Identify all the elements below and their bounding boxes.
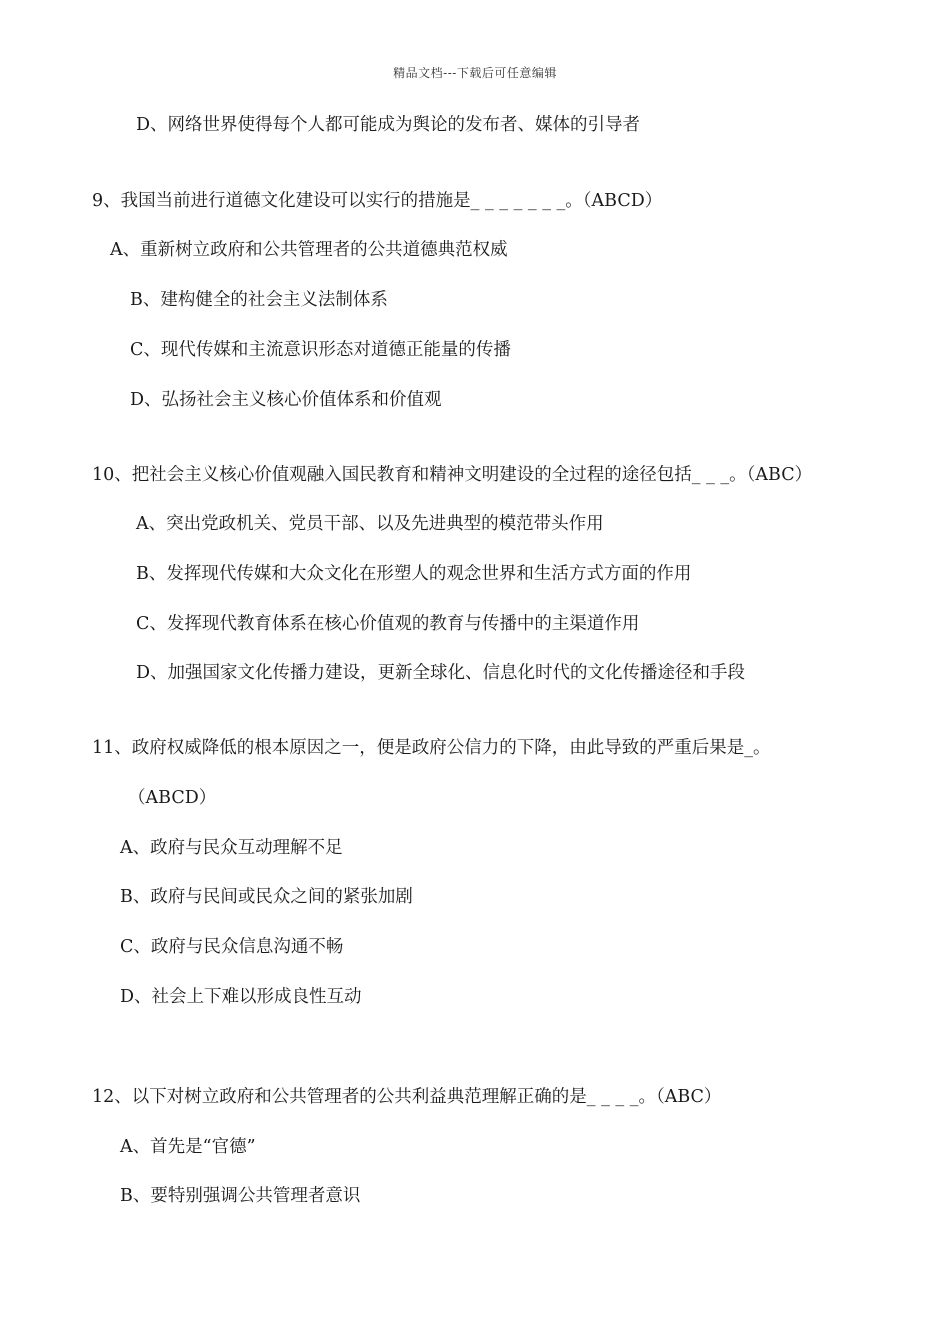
- q11-option-b: B、政府与民间或民众之间的紧张加剧: [120, 887, 413, 907]
- question-10: 10、把社会主义核心价值观融入国民教育和精神文明建设的全过程的途径包括_ _ _。（ABC）: [92, 465, 813, 485]
- q10-option-c: C、发挥现代教育体系在核心价值观的教育与传播中的主渠道作用: [136, 614, 640, 634]
- question-11-answer: （ABCD）: [128, 788, 217, 808]
- q11-option-d: D、社会上下难以形成良性互动: [120, 987, 362, 1007]
- q9-option-d: D、弘扬社会主义核心价值体系和价值观: [130, 390, 442, 410]
- page-header: 精品文档---下载后可任意编辑: [393, 66, 557, 80]
- q8-option-d: D、网络世界使得每个人都可能成为舆论的发布者、媒体的引导者: [136, 115, 641, 135]
- question-12: 12、以下对树立政府和公共管理者的公共利益典范理解正确的是_ _ _ _。（ABC）: [92, 1087, 722, 1107]
- q12-option-b: B、要特别强调公共管理者意识: [120, 1186, 361, 1206]
- q11-option-c: C、政府与民众信息沟通不畅: [120, 937, 344, 957]
- q11-option-a: A、政府与民众互动理解不足: [120, 838, 343, 858]
- q10-option-a: A、突出党政机关、党员干部、以及先进典型的模范带头作用: [136, 514, 604, 534]
- q9-option-a: A、重新树立政府和公共管理者的公共道德典范权威: [110, 240, 508, 260]
- q10-option-b: B、发挥现代传媒和大众文化在形塑人的观念世界和生活方式方面的作用: [136, 564, 692, 584]
- question-9: 9、我国当前进行道德文化建设可以实行的措施是_ _ _ _ _ _ _。（ABCD）: [92, 191, 663, 211]
- q9-option-b: B、建构健全的社会主义法制体系: [130, 290, 388, 310]
- q10-option-d: D、加强国家文化传播力建设，更新全球化、信息化时代的文化传播途径和手段: [136, 663, 746, 683]
- question-11: 11、政府权威降低的根本原因之一，便是政府公信力的下降，由此导致的严重后果是_。: [92, 738, 771, 758]
- q12-option-a: A、首先是“官德”: [120, 1137, 256, 1157]
- q9-option-c: C、现代传媒和主流意识形态对道德正能量的传播: [130, 340, 511, 360]
